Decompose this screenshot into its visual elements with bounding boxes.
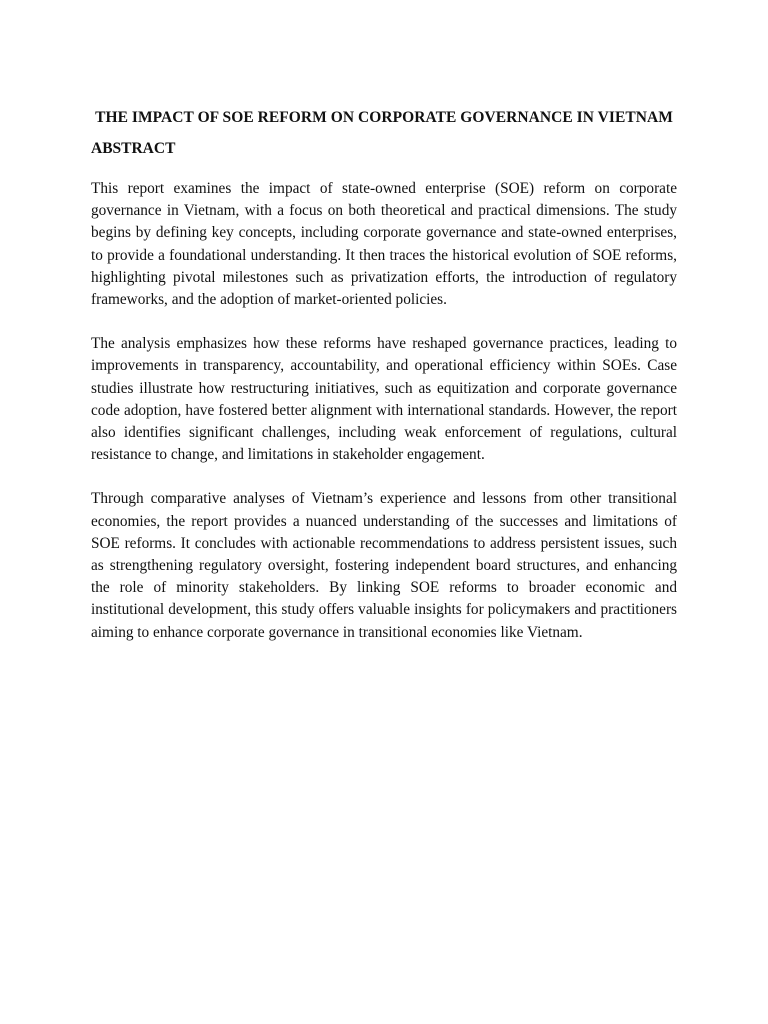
abstract-paragraph-3: Through comparative analyses of Vietnam’s experience and lessons from other transitional economies, the report provides a nuanced understanding of the successes and limitations of SOE reforms. It concludes with actionable recommendations to address persistent issues, such as strengthening regulatory oversight, fostering independent board structures, and enhancing the role of minority stakeholders. By linking SOE reforms to broader economic and institutional development, this study offers valuable insights for policymakers and practitioners aiming to enhance corporate governance in transitional economies like Vietnam. bbox=[91, 490, 677, 641]
abstract-heading: ABSTRACT bbox=[91, 140, 176, 157]
abstract-paragraph-1: This report examines the impact of state-owned enterprise (SOE) reform on corporate governance in Vietnam, with a focus on both theoretical and practical dimensions. The study begins by defining key concepts, including corporate governance and state-owned enterprises, to provide a foundational understanding. It then traces the historical evolution of SOE reforms, highlighting pivotal milestones such as privatization efforts, the introduction of regulatory frameworks, and the adoption of market-oriented policies. bbox=[91, 180, 677, 309]
abstract-paragraph-2: The analysis emphasizes how these reforms have reshaped governance practices, leading to improvements in transparency, accountability, and operational efficiency within SOEs. Case studies illustrate how restructuring initiatives, such as equitization and corporate governance code adoption, have fostered better alignment with international standards. However, the report also identifies significant challenges, including weak enforcement of regulations, cultural resistance to change, and limitations in stakeholder engagement. bbox=[91, 335, 677, 464]
document-title: THE IMPACT OF SOE REFORM ON CORPORATE GOVERNANCE IN VIETNAM bbox=[95, 109, 673, 126]
document-body bbox=[91, 108, 677, 644]
